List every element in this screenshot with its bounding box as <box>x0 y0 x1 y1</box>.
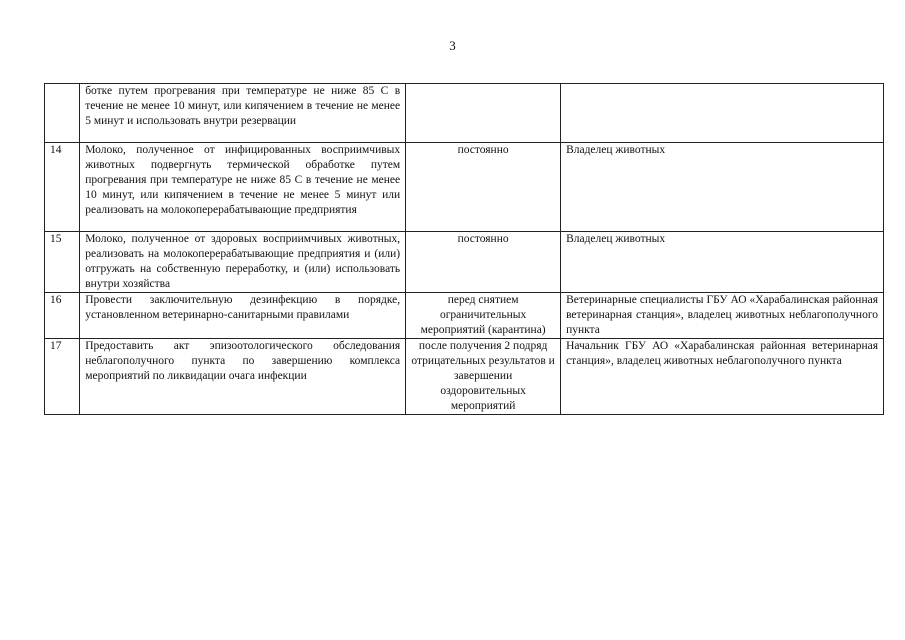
row-number-cell <box>45 84 80 143</box>
row-number-cell: 17 <box>45 339 80 415</box>
row-number-cell: 15 <box>45 232 80 293</box>
action-cell: Молоко, полученное от здоровых восприимчивых животных, реализовать на молокоперерабатывающие предприятия и (или) отгружать на собственную переработку, и (или) использовать внутри хозяйства <box>80 232 406 293</box>
responsible-cell: Начальник ГБУ АО «Харабалинская районная ветеринарная станция», владелец животных неблагополучного пункта <box>561 339 884 415</box>
table-row <box>45 84 884 143</box>
responsible-cell: Владелец животных <box>561 143 884 232</box>
table-row <box>45 232 884 293</box>
table-row <box>45 143 884 232</box>
term-cell: перед снятием ограничительных мероприятий (карантина) <box>406 293 561 339</box>
action-cell: Предоставить акт эпизоотологического обследования неблагополучного пункта по завершению комплекса мероприятий по ликвидации очага инфекции <box>80 339 406 415</box>
responsible-cell <box>561 84 884 143</box>
action-cell: Молоко, полученное от инфицированных восприимчивых животных подвергнуть термической обработке путем прогревания при температуре не ниже 85 С в течение не менее 10 минут, или кипячением в течение не менее 5 минут или реализовать на молокоперерабатывающие предприятия <box>80 143 406 232</box>
table-row <box>45 293 884 339</box>
term-cell <box>406 84 561 143</box>
row-number-cell: 16 <box>45 293 80 339</box>
term-cell: постоянно <box>406 232 561 293</box>
page-number: 3 <box>449 38 456 53</box>
row-number-cell: 14 <box>45 143 80 232</box>
term-cell: постоянно <box>406 143 561 232</box>
measures-table <box>44 83 884 415</box>
responsible-cell: Владелец животных <box>561 232 884 293</box>
responsible-cell: Ветеринарные специалисты ГБУ АО «Харабалинская районная ветеринарная станция», владелец животных неблагополучного пункта <box>561 293 884 339</box>
action-cell: Провести заключительную дезинфекцию в порядке, установленном ветеринарно-санитарными правилами <box>80 293 406 339</box>
action-cell: ботке путем прогревания при температуре не ниже 85 С в течение не менее 10 минут, или кипячением в течение не менее 5 минут и использовать внутри резервации <box>80 84 406 143</box>
table-row <box>45 339 884 415</box>
term-cell: после получения 2 подряд отрицательных результатов и завершении оздоровительных мероприятий <box>406 339 561 415</box>
